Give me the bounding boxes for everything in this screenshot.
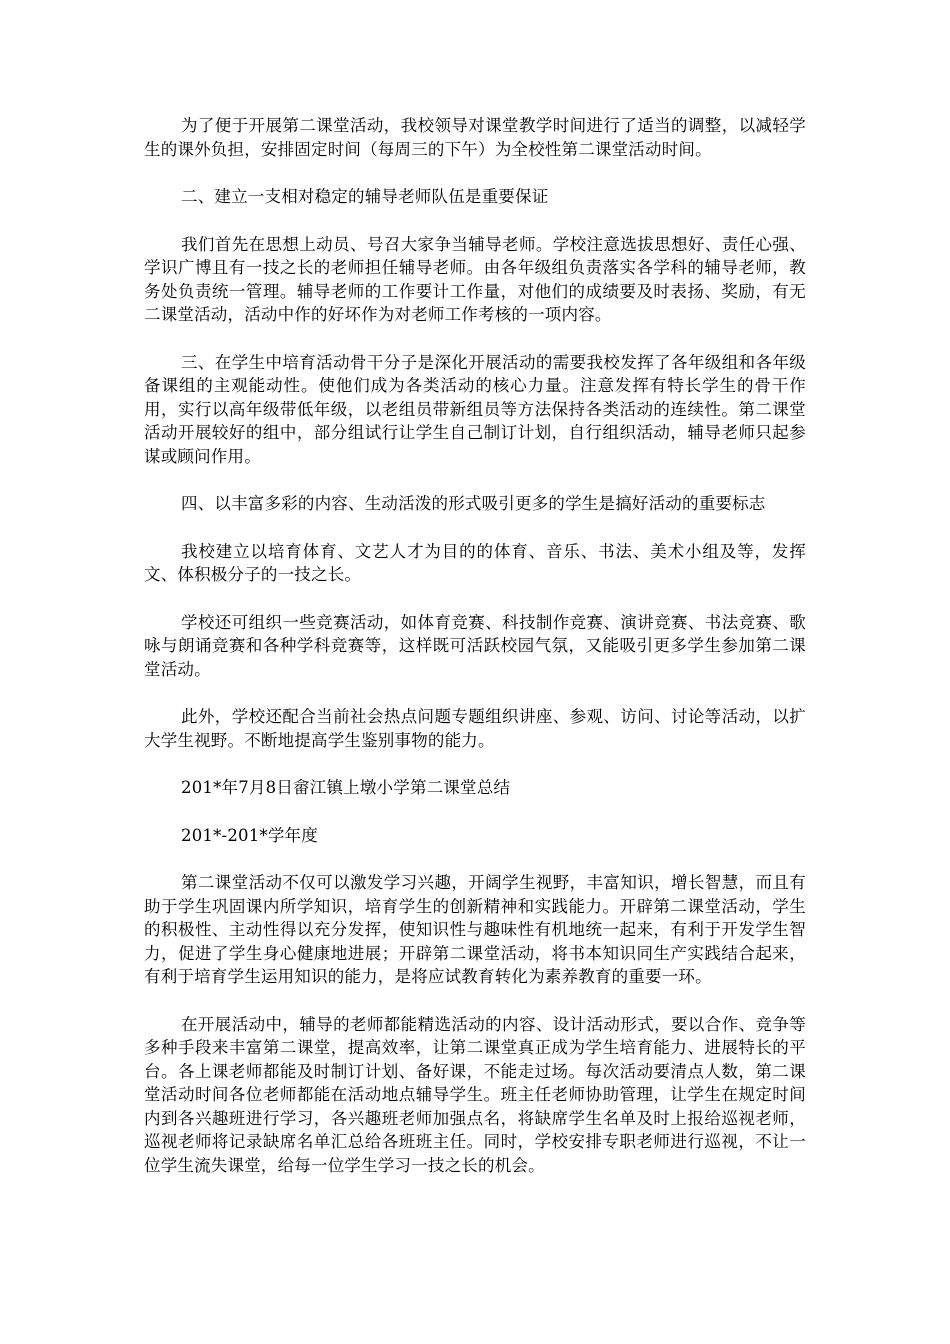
paragraph-lectures: 此外，学校还配合当前社会热点问题专题组织讲座、参观、访问、讨论等活动，以扩大学生视野。不断地提高学生鉴别事物的能力。 xyxy=(144,707,806,750)
paragraph-school-year: 201*-201*学年度 xyxy=(181,825,318,845)
heading-section-2: 二、建立一支相对稳定的辅导老师队伍是重要保证 xyxy=(181,187,549,206)
paragraph-implementation: 在开展活动中，辅导的老师都能精选活动的内容、设计活动形式，要以合作、竞争等多种手段来丰富第二课堂，提高效率，让第二课堂真正成为学生培育能力、进展特长的平台。各上课老师都能及时制订计划、备好课，不能走过场。每次活动要清点人数，第二课堂活动时间各位老师都能在活动地点辅导学生。班主任老师协助管理，让学生在规定时间内到各兴趣班进行学习，各兴趣班老师加强点名，将缺席学生名单及时上报给巡视老师，巡视老师将记录缺席名单汇总给各班班主任。同时，学校安排专职老师进行巡视，不让一位学生流失课堂，给每一位学生学习一技之长的机会。 xyxy=(144,1014,806,1175)
paragraph-section-3: 三、在学生中培育活动骨干分子是深化开展活动的需要我校发挥了各年级组和各年级备课组的主观能动性。使他们成为各类活动的核心力量。注意发挥有特长学生的骨干作用，实行以高年级带低年级，以老组员带新组员等方法保持各类活动的连续性。第二课堂活动开展较好的组中，部分组试行让学生自己制订计划，自行组织活动，辅导老师只起参谋或顾问作用。 xyxy=(144,352,806,466)
paragraph-groups: 我校建立以培育体育、文艺人才为目的的体育、音乐、书法、美术小组及等，发挥文、体积极分子的一技之长。 xyxy=(144,541,806,584)
document-body xyxy=(144,114,806,1201)
paragraph-schedule: 为了便于开展第二课堂活动，我校领导对课堂教学时间进行了适当的调整，以减轻学生的课外负担，安排固定时间（每周三的下午）为全校性第二课堂活动时间。 xyxy=(144,116,806,159)
heading-section-4: 四、以丰富多彩的内容、生动活泼的形式吸引更多的学生是搞好活动的重要标志 xyxy=(181,494,766,513)
paragraph-teachers: 我们首先在思想上动员、号召大家争当辅导老师。学校注意选拔思想好、责任心强、学识广博且有一技之长的老师担任辅导老师。由各年级组负责落实各学科的辅导老师，教务处负责统一管理。辅导老师的工作要计工作量，对他们的成绩要及时表扬、奖励，有无二课堂活动，活动中作的好坏作为对老师工作考核的一项内容。 xyxy=(144,234,806,324)
paragraph-benefits: 第二课堂活动不仅可以激发学习兴趣，开阔学生视野，丰富知识，增长智慧，而且有助于学生巩固课内所学知识，培育学生的创新精神和实践能力。开辟第二课堂活动，学生的积极性、主动性得以充分发挥，使知识性与趣味性有机地统一起来，有利于开发学生智力，促进了学生身心健康地进展；开辟第二课堂活动，将书本知识同生产实践结合起来，有利于培育学生运用知识的能力，是将应试教育转化为素养教育的重要一环。 xyxy=(144,873,806,986)
paragraph-competitions: 学校还可组织一些竞赛活动，如体育竞赛、科技制作竞赛、演讲竞赛、书法竞赛、歌咏与朗诵竞赛和各种学科竞赛等，这样既可活跃校园气氛，又能吸引更多学生参加第二课堂活动。 xyxy=(144,612,806,679)
paragraph-date-title: 201*年7月8日畲江镇上墩小学第二课堂总结 xyxy=(181,778,511,797)
